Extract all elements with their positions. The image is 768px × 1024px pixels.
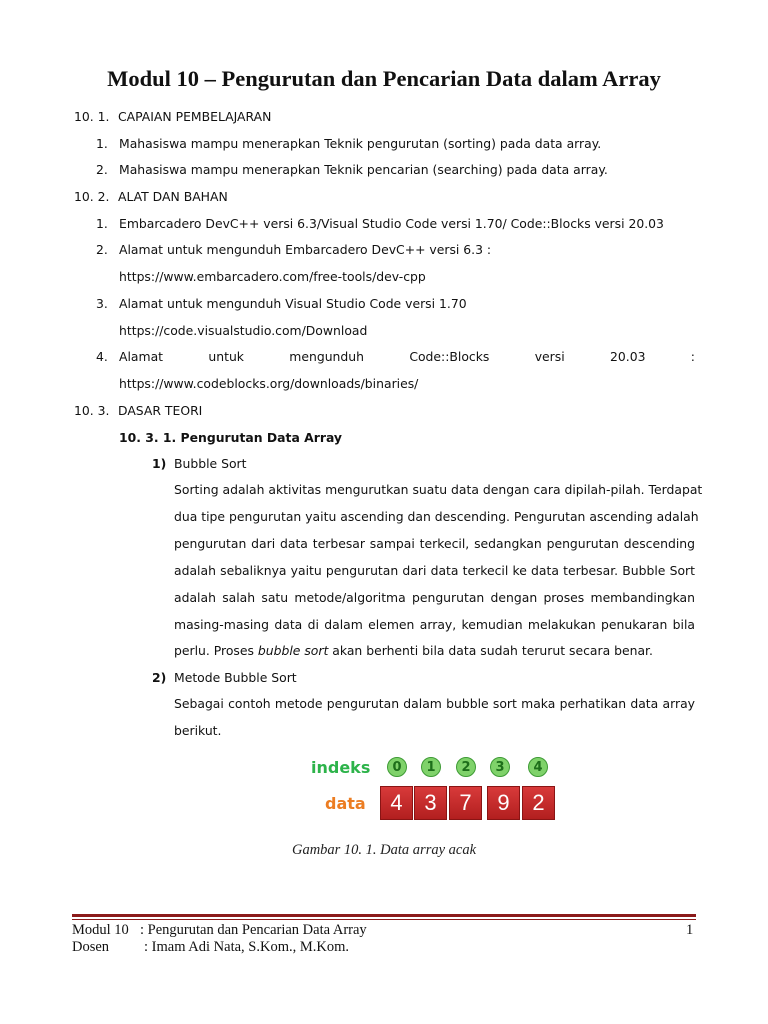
- word: :: [690, 349, 695, 364]
- index-circle: 0: [387, 757, 407, 777]
- url-text: https://www.codeblocks.org/downloads/binaries/: [119, 376, 419, 391]
- figure-caption: Gambar 10. 1. Data array acak: [291, 842, 477, 858]
- paragraph-line: berikut.: [174, 723, 222, 738]
- section-number: 10. 1.: [74, 109, 110, 124]
- index-label: indeks: [311, 758, 371, 777]
- data-label: data: [325, 794, 366, 813]
- word: 20.03: [609, 349, 646, 364]
- section-heading: DASAR TEORI: [118, 403, 203, 418]
- list-item: Mahasiswa mampu menerapkan Teknik pengurutan (sorting) pada data array.: [119, 136, 602, 151]
- paragraph-line: Sorting adalah aktivitas mengurutkan suatu data dengan cara dipilah-pilah. Terdapat: [174, 482, 703, 497]
- paragraph-line: [174, 643, 695, 659]
- list-number: 2.: [96, 162, 108, 177]
- list-number: 1.: [96, 136, 108, 151]
- subsection-heading: 10. 3. 1. Pengurutan Data Array: [119, 430, 343, 445]
- text-run: perlu. Proses: [174, 643, 258, 658]
- list-item: Alamat untuk mengunduh Visual Studio Code versi 1.70: [119, 296, 467, 311]
- word: Alamat: [119, 349, 164, 364]
- footer-modul-label: Modul 10: [72, 922, 129, 938]
- array-cell: 3: [414, 786, 447, 820]
- section-heading: ALAT DAN BAHAN: [118, 189, 228, 204]
- list-item: Embarcadero DevC++ versi 6.3/Visual Studio Code versi 1.70/ Code::Blocks versi 20.03: [119, 216, 664, 231]
- list-number: 4.: [96, 349, 108, 364]
- word: Code::Blocks: [409, 349, 490, 364]
- footer-rule: [72, 914, 696, 917]
- point-number: 1): [152, 456, 167, 471]
- text-run: akan berhenti bila data sudah terurut secara benar.: [328, 643, 653, 658]
- point-number: 2): [152, 670, 167, 685]
- section-number: 10. 3.: [74, 403, 110, 418]
- array-cell: 4: [380, 786, 413, 820]
- list-number: 2.: [96, 242, 108, 257]
- point-heading: Metode Bubble Sort: [174, 670, 297, 685]
- list-number: 3.: [96, 296, 108, 311]
- paragraph-line: Sebagai contoh metode pengurutan dalam bubble sort maka perhatikan data array: [174, 696, 695, 711]
- list-item-justified: [119, 349, 695, 365]
- footer-dosen-text: : Imam Adi Nata, S.Kom., M.Kom.: [144, 939, 350, 955]
- list-item: Alamat untuk mengunduh Embarcadero DevC++ versi 6.3 :: [119, 242, 492, 257]
- url-text: https://www.embarcadero.com/free-tools/dev-cpp: [119, 269, 426, 284]
- section-number: 10. 2.: [74, 189, 110, 204]
- page-title: Modul 10 – Pengurutan dan Pencarian Data dalam Array: [107, 66, 661, 91]
- word: mengunduh: [289, 349, 364, 364]
- section-heading: CAPAIAN PEMBELAJARAN: [118, 109, 272, 124]
- paragraph-line: dua tipe pengurutan yaitu ascending dan descending. Pengurutan ascending adalah: [174, 509, 699, 524]
- array-cell: 2: [522, 786, 555, 820]
- url-text: https://code.visualstudio.com/Download: [119, 323, 368, 338]
- word: versi: [534, 349, 565, 364]
- paragraph-line: adalah salah satu metode/algoritma pengurutan dengan proses membandingkan: [174, 590, 695, 605]
- index-circle: 2: [456, 757, 476, 777]
- list-number: 1.: [96, 216, 108, 231]
- point-heading: Bubble Sort: [174, 456, 247, 471]
- index-circle: 3: [490, 757, 510, 777]
- footer-dosen-label: Dosen: [72, 939, 110, 955]
- array-cell: 7: [449, 786, 482, 820]
- array-cell: 9: [487, 786, 520, 820]
- footer-modul-text: : Pengurutan dan Pencarian Data Array: [140, 922, 367, 938]
- paragraph-line: pengurutan dari data terbesar sampai terkecil, sedangkan pengurutan descending: [174, 536, 695, 551]
- italic-term: bubble sort: [257, 643, 329, 658]
- footer-rule-thin: [72, 919, 696, 920]
- index-circle: 1: [421, 757, 441, 777]
- paragraph-line: masing-masing data di dalam elemen array, kemudian melakukan penukaran bila: [174, 617, 695, 632]
- index-circle: 4: [528, 757, 548, 777]
- word: untuk: [208, 349, 244, 364]
- list-item: Mahasiswa mampu menerapkan Teknik pencarian (searching) pada data array.: [119, 162, 608, 177]
- paragraph-line: adalah sebaliknya yaitu pengurutan dari data terkecil ke data terbesar. Bubble Sort: [174, 563, 695, 578]
- page-number: 1: [686, 922, 694, 938]
